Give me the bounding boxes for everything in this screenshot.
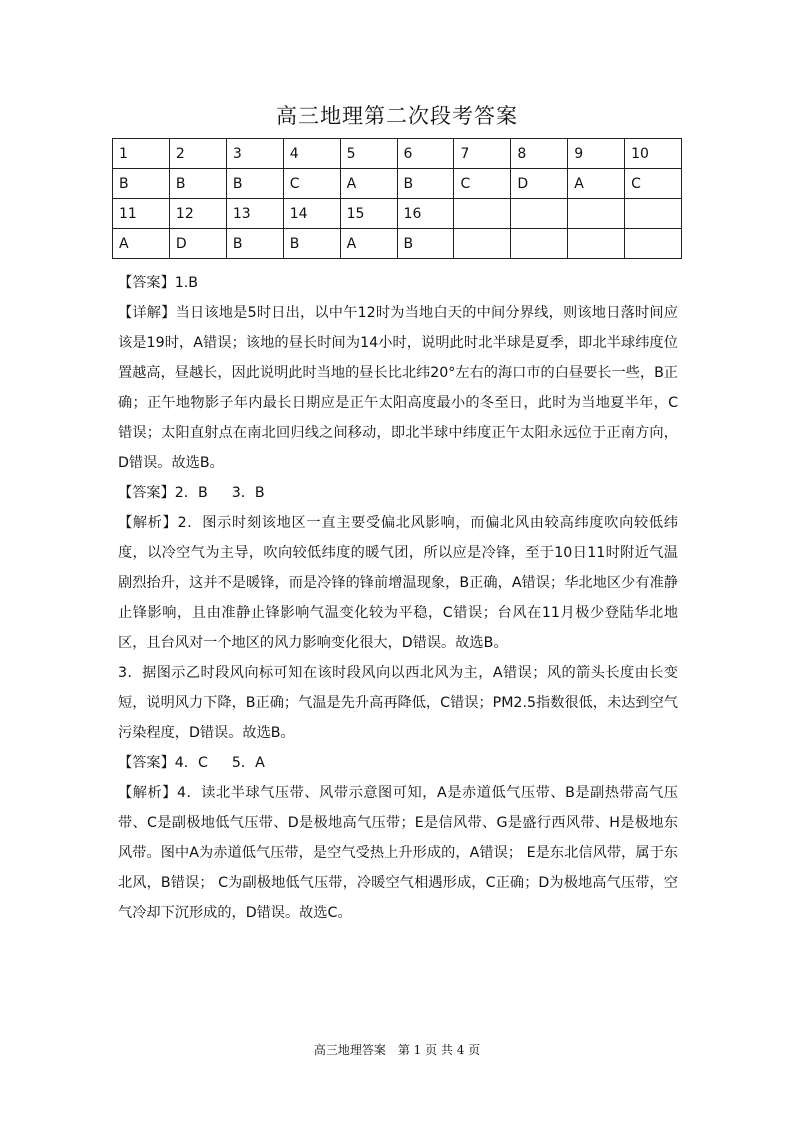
table-cell: 1 <box>113 139 170 169</box>
table-cell: D <box>169 229 226 259</box>
table-cell: A <box>113 229 170 259</box>
table-cell: B <box>397 229 454 259</box>
table-cell: B <box>113 169 170 199</box>
table-cell: A <box>340 169 397 199</box>
table-row <box>113 229 682 259</box>
table-cell: 10 <box>625 139 682 169</box>
answer-2b-value: 3．B <box>231 485 265 501</box>
table-cell: 3 <box>226 139 283 169</box>
table-cell: A <box>568 169 625 199</box>
table-cell: 13 <box>226 199 283 229</box>
analysis-3-paragraph: 3．据图示乙时段风向标可知在该时段风向以西北风为主，A错误；风的箭头长度由长变短，说明风力下降，B正确；气温是先升高再降低，C错误；PM2.5指数很低，未达到空气污染程度，D错误。故选B。 <box>118 665 678 741</box>
table-cell: 16 <box>397 199 454 229</box>
table-row <box>113 139 682 169</box>
table-cell: D <box>511 169 568 199</box>
table-cell <box>568 229 625 259</box>
table-row <box>113 169 682 199</box>
answer-tag: 【答案】 <box>118 275 175 291</box>
table-cell: 2 <box>169 139 226 169</box>
answer-1-value: 1.B <box>174 275 199 291</box>
answer-3a-value: 4．C <box>174 755 208 771</box>
analysis-tag: 【解析】 <box>118 515 178 531</box>
detail-1-paragraph <box>118 298 678 478</box>
page-title: 高三地理第二次段考答案 <box>276 104 518 128</box>
analysis-2-text: 2．图示时刻该地区一直主要受偏北风影响，而偏北风由较高纬度吹向较低纬度，以冷空气为主导，吹向较低纬度的暖气团，所以应是冷锋，至于10日11时附近气温剧烈抬升，这并不是暖锋，而是冷锋的锋前增温现象，B正确，A错误；华北地区少有准静止锋影响，且由准静止锋影响气温变化较为平稳，C错误；台风在11月极少登陆华北地区，且台风对一个地区的风力影响变化很大，D错误。故选B。 <box>118 515 678 651</box>
table-cell: 6 <box>397 139 454 169</box>
answer-2-line <box>118 478 678 508</box>
analysis-2-paragraph <box>118 508 678 658</box>
answer-tag: 【答案】 <box>118 755 175 771</box>
table-cell: 15 <box>340 199 397 229</box>
table-cell: B <box>226 169 283 199</box>
table-cell <box>625 199 682 229</box>
table-cell: B <box>283 229 340 259</box>
table-cell: B <box>226 229 283 259</box>
table-row <box>113 199 682 229</box>
table-cell: B <box>397 169 454 199</box>
answer-1-line <box>118 268 678 298</box>
table-cell: 4 <box>283 139 340 169</box>
table-cell: 8 <box>511 139 568 169</box>
table-cell: C <box>283 169 340 199</box>
table-cell: A <box>340 229 397 259</box>
table-cell: 14 <box>283 199 340 229</box>
analysis-4-text: 4．读北半球气压带、风带示意图可知，A是赤道低气压带、B是副热带高气压带、C是副极地低气压带、D是极地高气压带；E是信风带、G是盛行西风带、H是极地东风带。图中A为赤道低气压带，是空气受热上升形成的，A错误； E是东北信风带，属于东北风，B错误； C为副极地低气压带，冷暖空气相遇形成，C正确；D为极地高气压带，空气冷却下沉形成的，D错误。故选C。 <box>118 785 678 921</box>
detail-tag: 【详解】 <box>118 305 176 321</box>
answer-tag: 【答案】 <box>118 485 175 501</box>
table-cell: 7 <box>454 139 511 169</box>
table-cell <box>511 199 568 229</box>
table-cell <box>454 229 511 259</box>
table-cell <box>511 229 568 259</box>
table-cell: 11 <box>113 199 170 229</box>
page-footer: 高三地理答案 第 1 页 共 4 页 <box>313 1043 481 1057</box>
answer-3b-value: 5．A <box>231 755 265 771</box>
answer-content <box>118 268 678 928</box>
table-cell: 12 <box>169 199 226 229</box>
table-cell: C <box>625 169 682 199</box>
answer-3-line <box>118 748 678 778</box>
table-cell <box>568 199 625 229</box>
answer-2a-value: 2．B <box>174 485 208 501</box>
analysis-tag: 【解析】 <box>118 785 177 801</box>
table-cell: 9 <box>568 139 625 169</box>
table-cell <box>454 199 511 229</box>
analysis-4-paragraph <box>118 778 678 928</box>
table-cell: C <box>454 169 511 199</box>
answer-table <box>112 138 682 259</box>
detail-1-text: 当日该地是5时日出，以中午12时为当地白天的中间分界线，则该地日落时间应该是19时，A错误；该地的昼长时间为14小时，说明此时北半球是夏季，即北半球纬度位置越高，昼越长，因此说明此时当地的昼长比北纬20°左右的海口市的白昼要长一些，B正确；正午地物影子年内最长日期应是正午太阳高度最小的冬至日，此时为当地夏半年，C错误；太阳直射点在南北回归线之间移动，即北半球中纬度正午太阳永远位于正南方向，D错误。故选B。 <box>118 305 678 471</box>
table-cell: B <box>169 169 226 199</box>
table-cell <box>625 229 682 259</box>
table-cell: 5 <box>340 139 397 169</box>
